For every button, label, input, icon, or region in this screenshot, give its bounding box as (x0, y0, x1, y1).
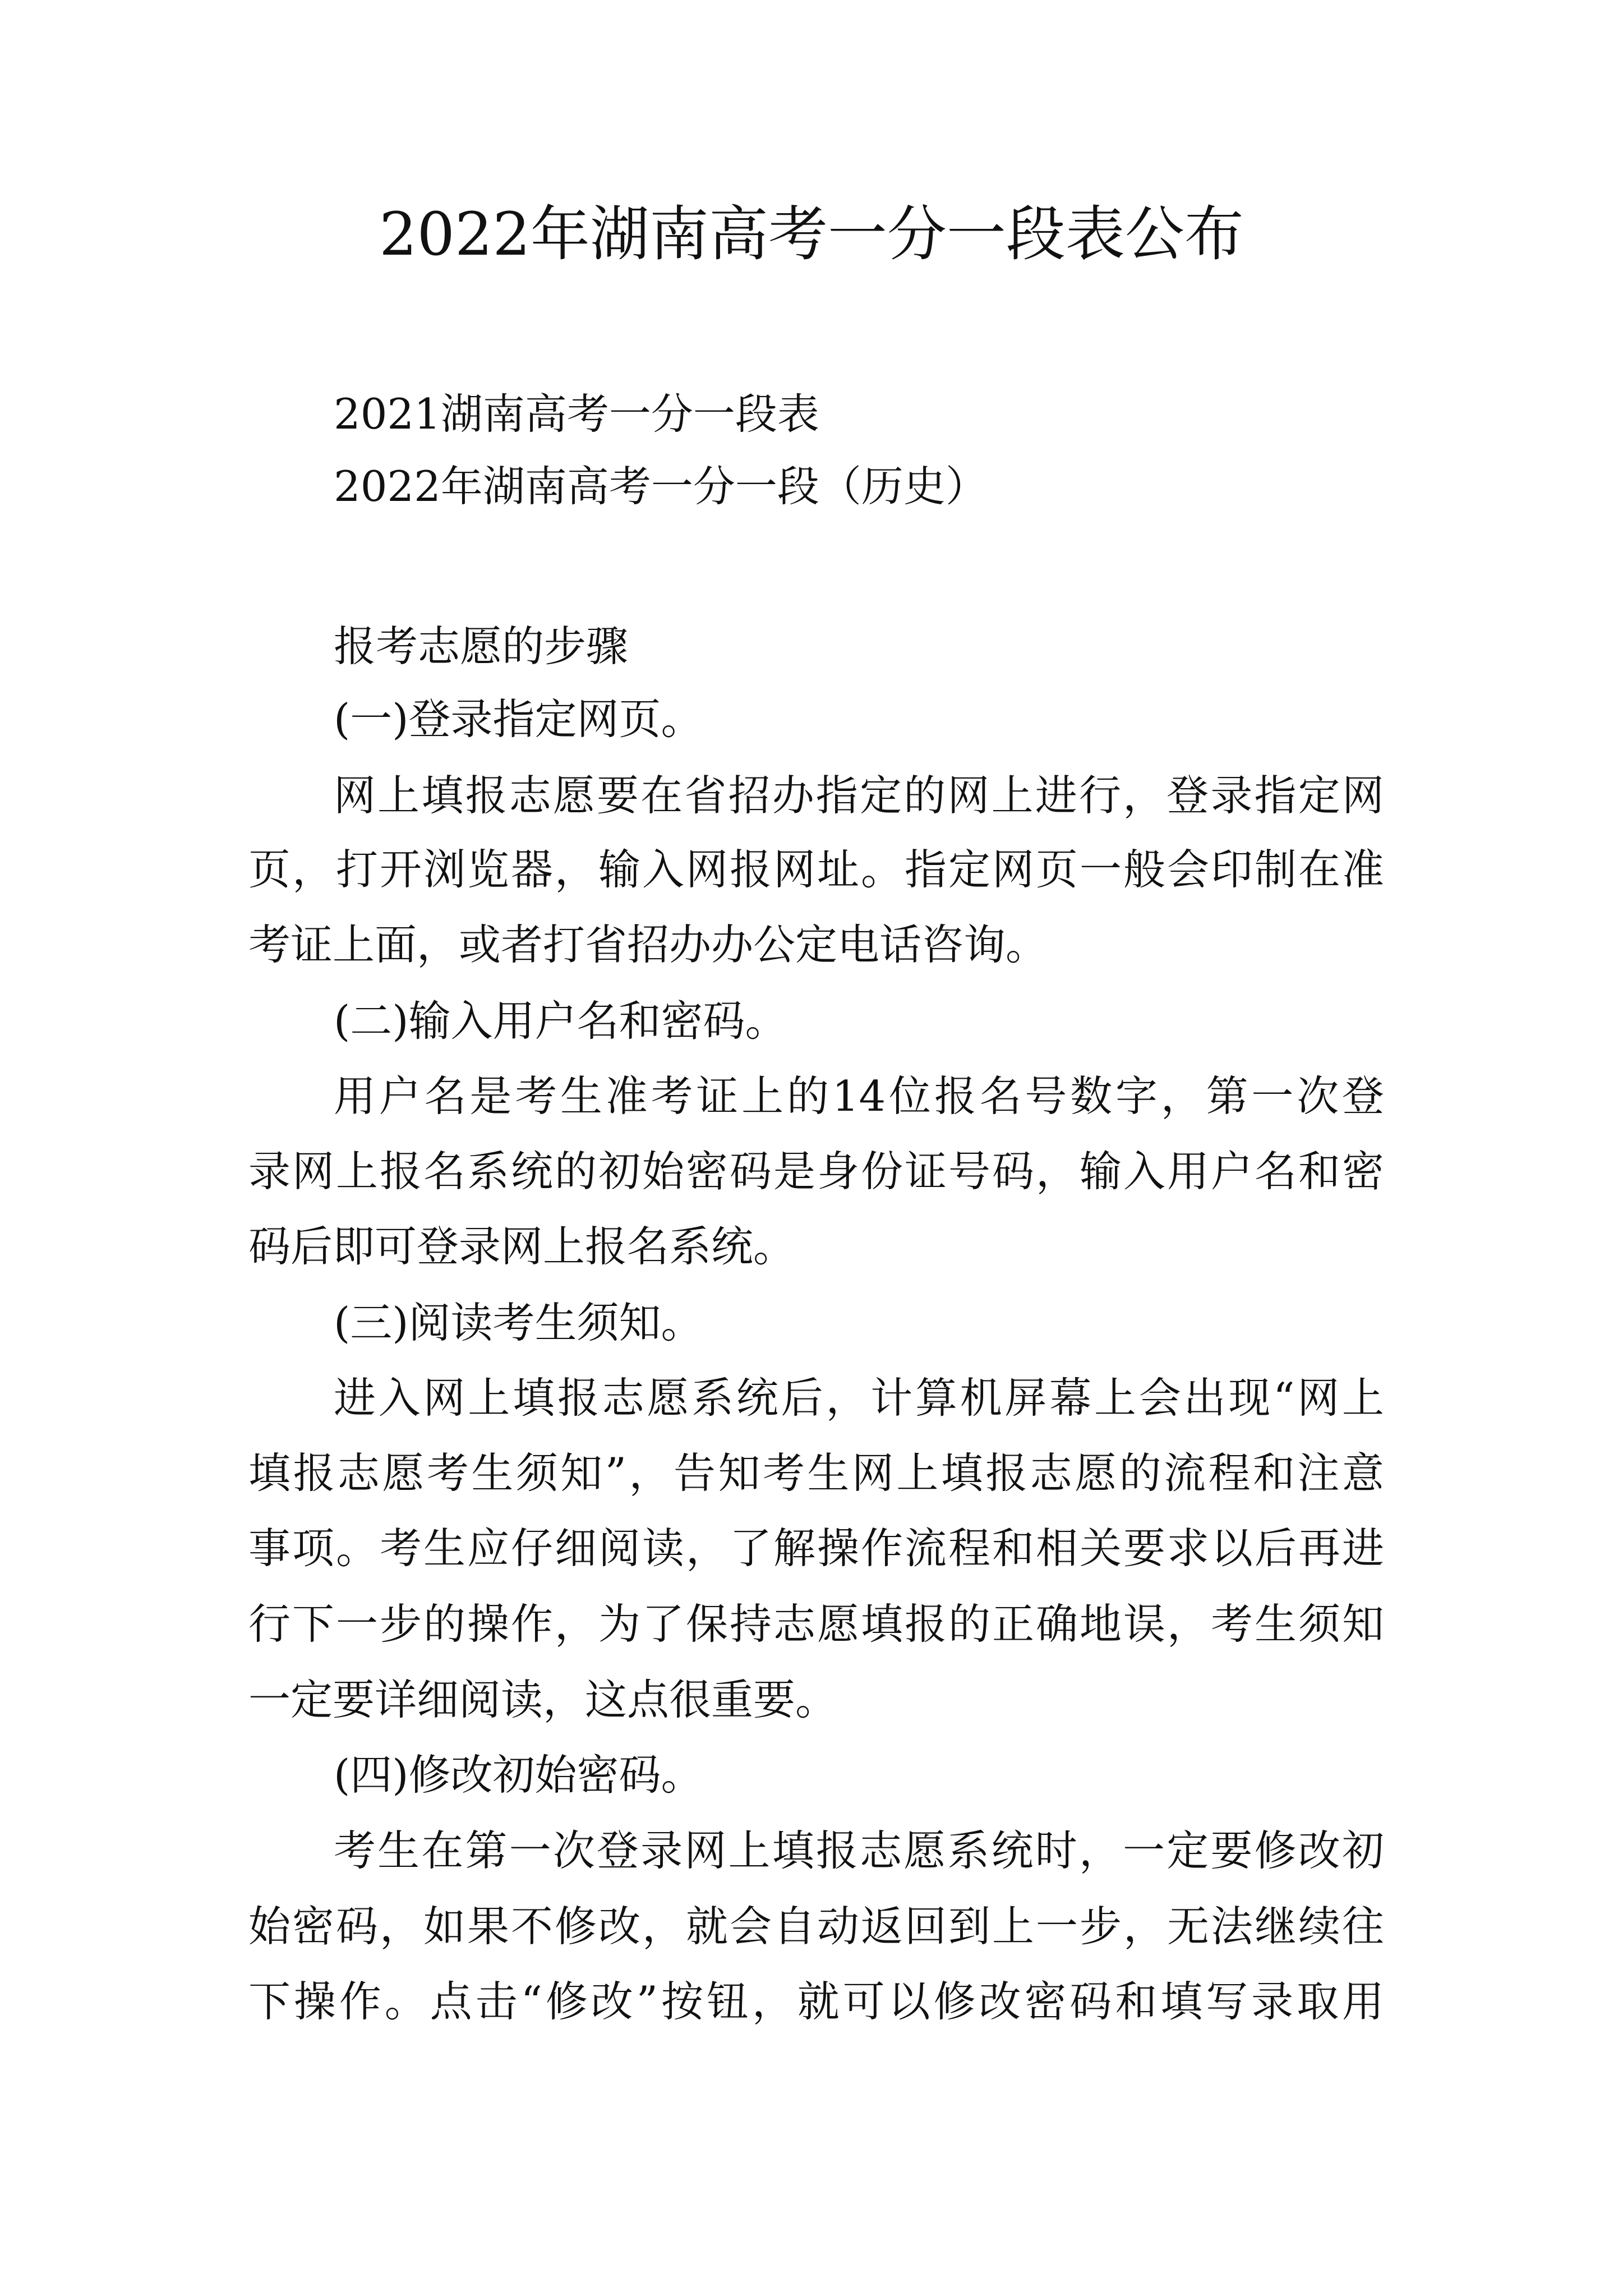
paragraph-line: 用户名是考生准考证上的14位报名号数字，第一次登 (334, 1071, 1384, 1121)
step-heading: (二)输入用户名和密码。 (334, 996, 787, 1046)
paragraph-line: 码后即可登录网上报名系统。 (248, 1222, 796, 1271)
page-title: 2022年湖南高考一分一段表公布 (379, 200, 1244, 269)
text-line: 2022年湖南高考一分一段（历史） (334, 462, 988, 511)
step-heading: (四)修改初始密码。 (334, 1750, 703, 1800)
step-heading: (一)登录指定网页。 (334, 694, 703, 744)
paragraph-line: 考生在第一次登录网上填报志愿系统时，一定要修改初 (334, 1826, 1384, 1875)
paragraph-line: 行下一步的操作，为了保持志愿填报的正确地误，考生须知 (248, 1599, 1384, 1649)
paragraph-line: 网上填报志愿要在省招办指定的网上进行，登录指定网 (334, 771, 1384, 820)
paragraph-line: 考证上面，或者打省招办办公定电话咨询。 (248, 920, 1048, 969)
paragraph-line: 事项。考生应仔细阅读，了解操作流程和相关要求以后再进 (248, 1524, 1384, 1573)
paragraph-line: 下操作。点击“修改”按钮，就可以修改密码和填写录取用 (248, 1977, 1384, 2026)
text-line: 2021湖南高考一分一段表 (334, 389, 819, 439)
paragraph-line: 一定要详细阅读，这点很重要。 (248, 1675, 838, 1724)
section-heading: 报考志愿的步骤 (334, 622, 629, 671)
step-heading: (三)阅读考生须知。 (334, 1298, 703, 1347)
paragraph-line: 进入网上填报志愿系统后，计算机屏幕上会出现“网上 (334, 1373, 1384, 1423)
paragraph-line: 始密码，如果不修改，就会自动返回到上一步，无法继续往 (248, 1902, 1384, 1951)
paragraph-line: 页，打开浏览器，输入网报网址。指定网页一般会印制在准 (248, 845, 1384, 894)
paragraph-line: 填报志愿考生须知”，告知考生网上填报志愿的流程和注意 (248, 1448, 1384, 1498)
paragraph-line: 录网上报名系统的初始密码是身份证号码，输入用户名和密 (248, 1147, 1384, 1196)
